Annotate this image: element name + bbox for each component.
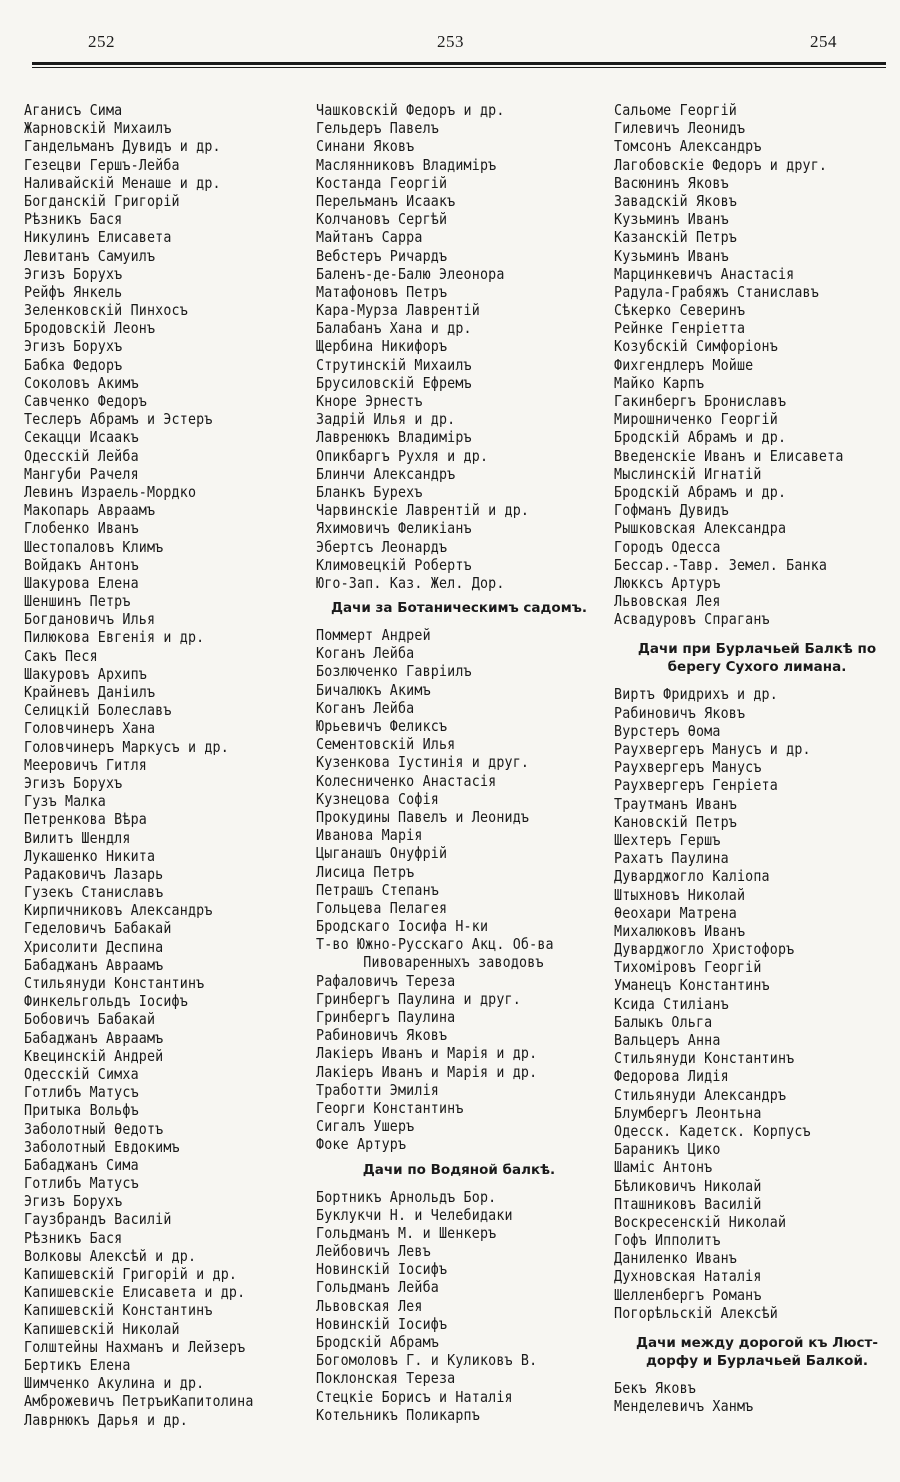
- list-item: Левинъ Израель-Мордко: [24, 482, 197, 501]
- list-item: Гринбергъ Паулина: [316, 1008, 456, 1026]
- list-item: Лагобовскіе Федоръ и друг.: [614, 155, 828, 174]
- list-item: Траутманъ Иванъ: [614, 794, 737, 813]
- list-item: Богданскій Григорій: [24, 191, 180, 210]
- list-item: Шимченко Акулина и др.: [24, 1374, 205, 1393]
- list-item: Теслеръ Абрамъ и Эстеръ: [24, 410, 213, 429]
- list-item: Капишевскіе Елисавета и др.: [24, 1283, 246, 1302]
- list-item: Васюнинъ Яковъ: [614, 173, 729, 192]
- list-item: Бессар.-Тавр. Земел. Банка: [614, 555, 828, 574]
- list-item: Кузьминъ Иванъ: [614, 210, 729, 229]
- list-item: Бертикъ Елена: [24, 1355, 131, 1374]
- list-item: Щербина Никифоръ: [316, 337, 448, 356]
- list-item: Головчинеръ Маркусъ и др.: [24, 737, 229, 756]
- list-item: Заболотный Евдокимъ: [24, 1137, 180, 1156]
- entry-list: [24, 101, 310, 1429]
- list-item: Мееровичъ Гитля: [24, 755, 147, 774]
- list-item: Асвадуровъ Спраганъ: [614, 610, 770, 629]
- page-number-left: 252: [88, 32, 115, 51]
- list-item: Матафоновъ Петръ: [316, 282, 448, 301]
- list-item: Прокудины Павелъ и Леонидъ: [316, 807, 530, 826]
- list-item: Одесскій Лейба: [24, 446, 139, 465]
- list-item: Кановскій Петръ: [614, 812, 737, 831]
- page-number-center: 253: [437, 32, 464, 51]
- list-item: Богдановичъ Илья: [24, 610, 156, 629]
- list-item: Казанскій Петръ: [614, 228, 737, 247]
- list-item: Кноре Эрнестъ: [316, 392, 423, 410]
- list-item: Рѣзникъ Бася: [24, 1228, 123, 1247]
- list-item: Войдакъ Антонъ: [24, 555, 139, 574]
- list-item: Сакъ Песя: [24, 646, 98, 665]
- list-item: Бродскій Абрамъ и др.: [614, 428, 787, 447]
- entry-list: [614, 685, 900, 1322]
- list-item: Майко Карпъ: [614, 373, 705, 392]
- list-item: Вурстеръ Ѳома: [614, 721, 721, 740]
- column-right: [614, 101, 900, 1415]
- list-item: Стильянуди Александръ: [614, 1085, 787, 1104]
- list-item: Готлибъ Матусъ: [24, 1083, 139, 1102]
- list-item: Ксида Стиліанъ: [614, 994, 729, 1013]
- list-item: Сальоме Георгій: [614, 101, 737, 119]
- list-item: Рабиновичъ Яковъ: [316, 1026, 448, 1045]
- list-item: Пташниковъ Василій: [614, 1194, 762, 1213]
- list-item: Рѣзникъ Бася: [24, 210, 123, 229]
- list-item: Петренкова Вѣра: [24, 810, 147, 829]
- list-item: Богомоловъ Г. и Куликовъ В.: [316, 1351, 538, 1370]
- list-item: Блинчи Александръ: [316, 464, 456, 483]
- list-item: Опикбаргъ Рухля и др.: [316, 446, 489, 465]
- list-item: Макопарь Авраамъ: [24, 501, 156, 520]
- list-item: Рышковская Александра: [614, 519, 787, 538]
- list-item: Гандельманъ Дувидъ и др.: [24, 137, 221, 156]
- list-item: Рейфъ Янкель: [24, 282, 123, 301]
- list-item: Эгизъ Борухъ: [24, 337, 123, 356]
- list-item: Тработти Эмилія: [316, 1080, 439, 1099]
- list-item: Стецкіе Борисъ и Наталія: [316, 1387, 513, 1406]
- list-item: Коганъ Лейба: [316, 698, 415, 717]
- list-item: Финкельгольдъ Іосифъ: [24, 992, 188, 1011]
- list-item: Гринбергъ Паулина и друг.: [316, 989, 521, 1008]
- list-item: Стильянуди Константинъ: [614, 1049, 795, 1068]
- list-item: Гаузбрандъ Василій: [24, 1210, 172, 1229]
- list-item: Бабка Федоръ: [24, 355, 123, 374]
- list-item: Михалюковъ Иванъ: [614, 921, 746, 940]
- list-item: Сементовскій Илья: [316, 735, 456, 754]
- list-item: Лакіеръ Иванъ и Марія и др.: [316, 1044, 538, 1063]
- entry-list: [614, 1379, 900, 1415]
- list-item: Квецинскій Андрей: [24, 1046, 164, 1065]
- list-item: Гофъ Ипполитъ: [614, 1231, 721, 1250]
- list-item: Иванова Марія: [316, 826, 423, 845]
- list-item: Георги Константинъ: [316, 1098, 464, 1117]
- list-item: Юго-Зап. Каз. Жел. Дор.: [316, 573, 505, 592]
- list-item: Лукашенко Никита: [24, 846, 156, 865]
- list-item: Штыхновъ Николай: [614, 885, 746, 904]
- list-item: Маслянниковъ Владиміръ: [316, 155, 497, 174]
- section-heading: [614, 1334, 900, 1370]
- list-item: Эгизъ Борухъ: [24, 1192, 123, 1211]
- entry-list: [316, 101, 602, 592]
- list-item: Готлибъ Матусъ: [24, 1174, 139, 1193]
- column-left: [24, 101, 310, 1429]
- list-item: Шаміс Антонъ: [614, 1158, 713, 1177]
- list-item: Кузнецова Софія: [316, 789, 439, 808]
- list-item: Одесск. Кадетск. Корпусъ: [614, 1121, 811, 1140]
- header-rule-thick: [32, 62, 886, 65]
- list-item: Мирошниченко Георгій: [614, 410, 778, 429]
- list-item: Мангуби Рачеля: [24, 464, 139, 483]
- section-heading: Дачи по Водяной балкѣ.: [362, 1161, 556, 1178]
- list-item: Бараникъ Цико: [614, 1140, 721, 1159]
- list-item: Гузъ Малка: [24, 792, 106, 811]
- list-item: Цыганашъ Онуфрій: [316, 844, 448, 863]
- list-item: Шелленбергъ Романъ: [614, 1285, 762, 1304]
- list-item: Струтинскій Михаилъ: [316, 355, 472, 374]
- list-item: Бѣликовичъ Николай: [614, 1176, 762, 1195]
- list-item: Чашковскій Федоръ и др.: [316, 101, 505, 119]
- list-item: Дуварджогло Каліопа: [614, 867, 770, 886]
- list-item: Капишевскій Константинъ: [24, 1301, 213, 1320]
- list-item: Бортникъ Арнольдъ Бор.: [316, 1187, 497, 1206]
- list-item: Завадскій Яковъ: [614, 191, 737, 210]
- list-item: Новинскій Іосифъ: [316, 1260, 448, 1279]
- list-item: Вальцеръ Анна: [614, 1031, 721, 1049]
- list-item: Эгизъ Борухъ: [24, 264, 123, 283]
- list-item: Капишевскій Григорій и др.: [24, 1265, 238, 1283]
- list-item: Козубскій Симфоріонъ: [614, 337, 778, 356]
- list-item: Гольдманъ Лейба: [316, 1278, 439, 1297]
- list-item: Аганисъ Сима: [24, 101, 123, 119]
- entry-list: [614, 101, 900, 628]
- list-item: Гузекъ Станиславъ: [24, 883, 164, 902]
- list-item: Шеншинъ Петръ: [24, 592, 131, 611]
- list-item: Бобовичъ Бабакай: [24, 1010, 156, 1029]
- list-item: Гофманъ Дувидъ: [614, 501, 729, 520]
- list-item: Бичалюкъ Акимъ: [316, 680, 431, 699]
- list-item: Волковы Алексѣй и др.: [24, 1246, 197, 1265]
- list-item: Фоке Артуръ: [316, 1135, 407, 1154]
- list-item: Новинскій Іосифъ: [316, 1314, 448, 1333]
- list-item: Гельдеръ Павелъ: [316, 119, 439, 138]
- list-item: Поммерт Андрей: [316, 626, 431, 645]
- list-item: Раухвергеръ Генріета: [614, 776, 778, 795]
- list-item: Введенскіе Иванъ и Елисавета: [614, 446, 844, 465]
- section-heading-line: дорфу и Бурлачьей Балкой.: [645, 1353, 869, 1369]
- list-item: Духновская Наталія: [614, 1267, 762, 1286]
- list-item: Гольдманъ М. и Шенкеръ: [316, 1223, 497, 1242]
- list-item: Притыка Вольфъ: [24, 1101, 139, 1120]
- list-item: Бродскій Абрамъ: [316, 1333, 439, 1351]
- list-item: Жарновскій Михаилъ: [24, 119, 172, 138]
- list-item: Геделовичъ Бабакай: [24, 919, 172, 938]
- section-heading-line: Дачи между дорогой къ Люст-: [636, 1335, 878, 1351]
- list-item: Лакіеръ Иванъ и Марія и др.: [316, 1062, 538, 1081]
- list-item: Перельманъ Исаакъ: [316, 191, 456, 210]
- list-item: Львовская Лея: [316, 1296, 423, 1315]
- list-item: Хрисолити Деспина: [24, 937, 164, 956]
- list-item: Гакинбергъ Брониславъ: [614, 392, 787, 410]
- list-item: Кара-Мурза Лаврентій: [316, 301, 480, 320]
- list-item: Колчановъ Сергѣй: [316, 210, 448, 229]
- entry-list: [316, 1188, 602, 1424]
- list-item: Раухвергеръ Манусъ: [614, 758, 762, 777]
- list-item: Пивоваренныхъ заводовъ: [363, 953, 544, 972]
- list-item: Гезецви Гершъ-Лейба: [24, 155, 180, 174]
- list-item: Наливайскій Менаше и др.: [24, 173, 221, 192]
- list-item: Задрій Илья и др.: [316, 410, 456, 429]
- list-item: Вилитъ Шендля: [24, 828, 131, 847]
- list-item: Шакурова Елена: [24, 573, 139, 592]
- list-item: Лейбовичъ Левъ: [316, 1242, 431, 1261]
- list-item: Синани Яковъ: [316, 137, 415, 156]
- list-item: Рахатъ Паулина: [614, 849, 729, 868]
- list-item: Уманецъ Константинъ: [614, 976, 770, 995]
- list-item: Глобенко Иванъ: [24, 519, 139, 538]
- list-item: Рафаловичъ Тереза: [316, 971, 456, 990]
- list-item: Балабанъ Хана и др.: [316, 319, 472, 338]
- list-item: Чарвинскіе Лаврентій и др.: [316, 501, 530, 520]
- list-item: Кирпичниковъ Александръ: [24, 901, 213, 920]
- list-item: Костанда Георгій: [316, 173, 448, 192]
- list-item: Головчинеръ Хана: [24, 719, 156, 738]
- list-item: Сѣкерко Северинъ: [614, 301, 746, 320]
- list-item: Левитанъ Самуилъ: [24, 246, 156, 265]
- list-item: Крайневъ Даніилъ: [24, 683, 156, 701]
- list-item: Голштейны Нахманъ и Лейзеръ: [24, 1337, 246, 1356]
- list-item: Львовская Лея: [614, 592, 721, 611]
- list-item: Капишевскій Николай: [24, 1319, 180, 1338]
- list-item: Соколовъ Акимъ: [24, 373, 139, 392]
- list-item: Гольцева Пелагея: [316, 898, 448, 917]
- list-item: Марцинкевичъ Анастасія: [614, 264, 795, 283]
- list-item: Томсонъ Александръ: [614, 137, 762, 156]
- list-item: Эбертсъ Леонардъ: [316, 537, 448, 556]
- list-item: Рабиновичъ Яковъ: [614, 703, 746, 722]
- list-item: Бродскаго Іосифа Н-ки: [316, 917, 489, 936]
- list-item: Бекъ Яковъ: [614, 1379, 696, 1397]
- entry-list: [316, 626, 602, 1153]
- list-item: Лисица Петръ: [316, 862, 415, 881]
- list-item: Зеленковскій Пинхосъ: [24, 301, 188, 320]
- list-item: Никулинъ Елисавета: [24, 228, 172, 247]
- list-item: Тихоміровъ Георгій: [614, 958, 762, 977]
- list-item: Ѳеохари Матрена: [614, 903, 737, 922]
- list-item: Бланкъ Бурехъ: [316, 482, 423, 501]
- list-item: Заболотный Ѳедотъ: [24, 1119, 164, 1138]
- list-item: Шакуровъ Архипъ: [24, 664, 147, 683]
- section-heading: Дачи за Ботаническимъ садомъ.: [330, 600, 588, 617]
- list-item: Люкксъ Артуръ: [614, 573, 721, 592]
- list-item: Яхимовичъ Феликіанъ: [316, 519, 472, 538]
- list-item: Шехтеръ Гершъ: [614, 830, 721, 849]
- section-heading-line: Дачи при Бурлачьей Балкѣ по: [637, 641, 877, 658]
- list-item: Брусиловскій Ефремъ: [316, 373, 472, 392]
- list-item: Погорѣльскій Алексѣй: [614, 1303, 778, 1322]
- list-item: Кузенкова Іустинія и друг.: [316, 753, 530, 772]
- list-item: Коганъ Лейба: [316, 644, 415, 663]
- list-item: Менделевичъ Ханмъ: [614, 1397, 754, 1416]
- list-item: Виртъ Фридрихъ и др.: [614, 685, 778, 704]
- list-item: Фихгендлеръ Мойше: [614, 355, 754, 374]
- list-item: Юрьевичъ Феликсъ: [316, 717, 448, 735]
- list-item: Петрашъ Степанъ: [316, 880, 439, 899]
- list-item: Воскресенскій Николай: [614, 1212, 787, 1231]
- section-heading-line: берегу Сухого лимана.: [667, 659, 847, 676]
- list-item: Климовецкій Робертъ: [316, 555, 472, 574]
- list-item: Сигалъ Ушеръ: [316, 1117, 415, 1136]
- list-item: Даниленко Иванъ: [614, 1249, 737, 1268]
- list-item: Раухвергеръ Манусъ и др.: [614, 740, 811, 758]
- list-item: Дуварджогло Христофоръ: [614, 940, 795, 959]
- list-item: Федорова Лидія: [614, 1067, 729, 1086]
- list-item: Шестопаловъ Климъ: [24, 537, 164, 556]
- list-item: Поклонская Тереза: [316, 1369, 456, 1388]
- list-item: Гилевичъ Леонидъ: [614, 119, 746, 138]
- column-center: [316, 101, 602, 1424]
- page-header: [0, 32, 900, 56]
- list-item: Мыслинскій Игнатій: [614, 464, 762, 483]
- list-item: Бозлюченко Гавріилъ: [316, 662, 472, 681]
- list-item: Т-во Южно-Русскаго Акц. Об-ва: [316, 935, 554, 954]
- list-item: Бабаджанъ Авраамъ: [24, 1028, 164, 1047]
- list-item: Савченко Федоръ: [24, 392, 147, 410]
- list-item: Городъ Одесса: [614, 537, 721, 556]
- list-item: Буклукчи Н. и Челебидаки: [316, 1205, 513, 1224]
- list-item: Пилюкова Евгенія и др.: [24, 628, 205, 647]
- list-item: Секацци Исаакъ: [24, 428, 139, 447]
- list-item: Баленъ-де-Балю Элеонора: [316, 264, 505, 283]
- page-number-right: 254: [810, 32, 837, 51]
- list-item: Кузьминъ Иванъ: [614, 246, 729, 265]
- list-item: Бродовскій Леонъ: [24, 319, 156, 338]
- list-item: Блумбергъ Леонтьна: [614, 1103, 762, 1122]
- list-item: Бабаджанъ Авраамъ: [24, 955, 164, 974]
- list-item: Лаврнюкъ Дарья и др.: [24, 1410, 188, 1429]
- list-item: Балыкъ Ольга: [614, 1012, 713, 1031]
- list-item: Одесскій Симха: [24, 1064, 139, 1083]
- list-item: Селицкій Болеславъ: [24, 701, 172, 720]
- list-item: Вебстеръ Ричардъ: [316, 246, 448, 265]
- list-item: Эгизъ Борухъ: [24, 773, 123, 792]
- section-heading: [614, 640, 900, 676]
- list-item: Лавренюкъ Владиміръ: [316, 428, 472, 447]
- list-item: Радаковичъ Лазарь: [24, 864, 164, 883]
- list-item: Рейнке Генріетта: [614, 319, 746, 338]
- list-item: Майтанъ Сарра: [316, 228, 423, 247]
- header-rule-thin: [32, 67, 886, 68]
- list-item: Бродскій Абрамъ и др.: [614, 482, 787, 501]
- list-item: Амброжевичъ ПетръиКапитолина: [24, 1392, 254, 1411]
- list-item: Котельникъ Поликарпъ: [316, 1405, 480, 1424]
- list-item: Стильянуди Константинъ: [24, 974, 205, 992]
- list-item: Колесниченко Анастасія: [316, 771, 497, 790]
- list-item: Бабаджанъ Сима: [24, 1155, 139, 1174]
- list-item: Радула-Грабяжъ Станиславъ: [614, 282, 819, 301]
